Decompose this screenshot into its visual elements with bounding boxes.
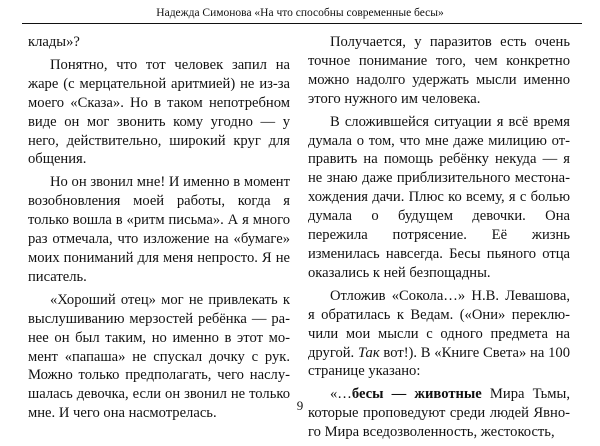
text-run: вот!). В «Книге Света» на 100 странице указано: <box>308 344 570 380</box>
right-column <box>308 33 570 446</box>
italic-text: Так <box>357 344 380 361</box>
paragraph: «Хороший отец» мог не привлекать к выслушиванию мерзостей ребёнка — ранее он был таким, но именно в этот момент «папаша» не спускал дочку с рук. Можно только предполагать, чего наслушалась девочка, если он звонил не только мне. И чего она насмотрелась. <box>28 291 290 422</box>
paragraph: Понятно, что тот человек запил на жаре (с мерцательной аритмией) не из-за моего «Сказа». Но в таком непотребном виде он мог звонить кому угодно — у него, действительно, широкий круг для общения. <box>28 56 290 168</box>
paragraph: Получается, у паразитов есть очень точное понимание того, чем конкретно можно надолго удержать мысли именно этого нужного им человека. <box>308 34 570 107</box>
left-column <box>28 33 290 427</box>
page-number: 9 <box>296 398 304 413</box>
text-run: Отложив «Сокола…» Н.В. Левашова, я обратилась к Ведам. («Они» переключили мои мысли с одного предмета на другой. <box>308 287 570 361</box>
bold-text: бесы — животные <box>351 386 482 403</box>
text-run: «… <box>330 386 352 403</box>
running-head: Надежда Симонова «На что способны современные бесы» <box>156 7 444 19</box>
header-rule <box>22 23 582 24</box>
paragraph: Но он звонил мне! И именно в момент возобновления моей работы, когда я только вошла в «ритм письма». А я много раз отмечала, что изложение на «бумаге» моих пониманий для меня непросто. Я не писатель. <box>28 174 290 285</box>
paragraph: В сложившейся ситуации я всё время думала о том, что мне даже милицию отправить на помощь ребёнку некуда — я не знаю даже приблизительного местонахождения дачи. Плюс ко всему, я с болью думала о будущем девочки. Она пережила потрясение. Её жизнь изменилась навсегда. Бесы пьяного отца оказались к ней безпощадны. <box>308 113 570 281</box>
paragraph <box>308 287 570 382</box>
text-run: Мира Тьмы, которые проповедуют среди людей Явного Мира вседозволенность, жестокость, <box>308 386 570 441</box>
paragraph-continued: клады»? <box>28 34 80 50</box>
